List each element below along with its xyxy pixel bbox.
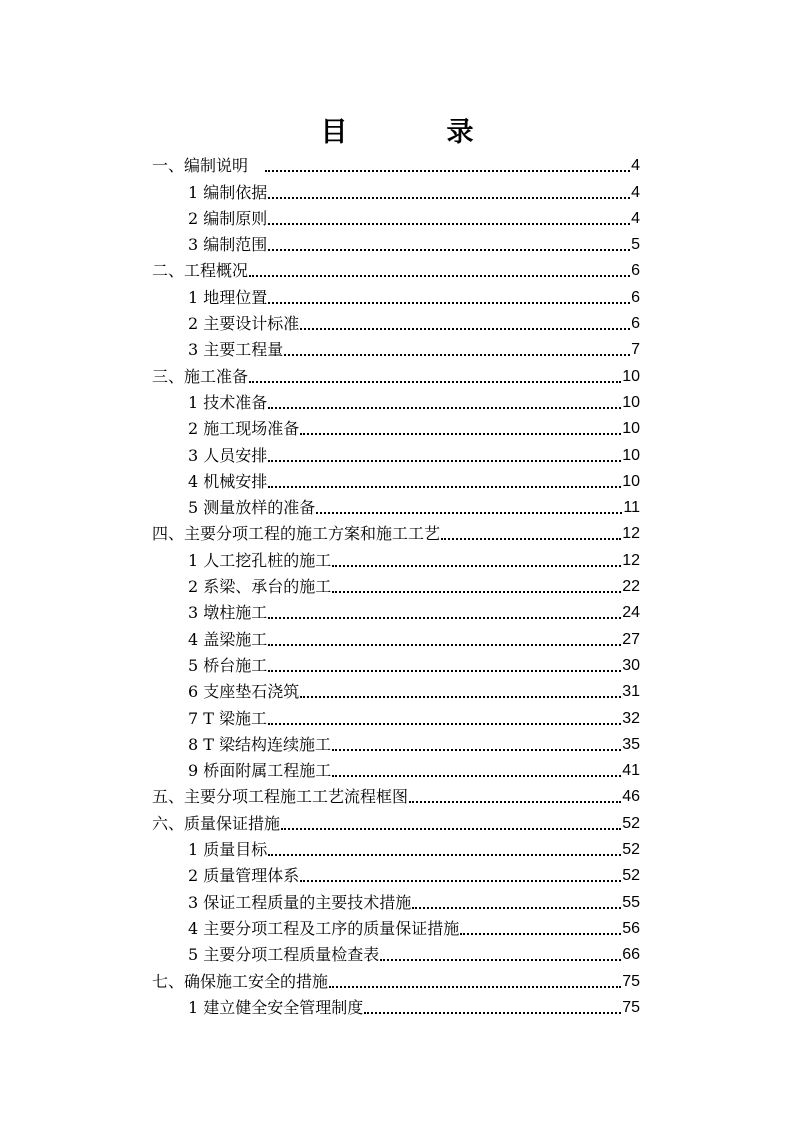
toc-entry[interactable] xyxy=(152,965,640,991)
dot-leader xyxy=(441,538,621,540)
toc-entry-page-number: 56 xyxy=(622,919,640,937)
toc-entry-page-number: 75 xyxy=(622,972,640,990)
dot-leader xyxy=(268,460,621,462)
toc-entry-label: 9 桥面附属工程施工 xyxy=(188,761,332,781)
dot-leader xyxy=(268,486,621,488)
toc-entry[interactable] xyxy=(152,834,640,860)
toc-entry-label: 5 测量放样的准备 xyxy=(188,498,316,518)
toc-entry-page-number: 4 xyxy=(631,209,640,227)
toc-entry[interactable] xyxy=(152,229,640,255)
dot-leader xyxy=(268,302,630,304)
toc-entry[interactable] xyxy=(152,597,640,623)
toc-entry-page-number: 6 xyxy=(631,262,640,280)
dot-leader xyxy=(409,801,621,803)
toc-entry-label: 3 主要工程量 xyxy=(188,340,284,360)
toc-entry-label: 2 系梁、承台的施工 xyxy=(188,577,332,597)
toc-entry[interactable] xyxy=(152,439,640,465)
toc-entry-label: 一、编制说明 xyxy=(152,156,265,176)
toc-entry-label: 8 T 梁结构连续施工 xyxy=(188,734,332,754)
toc-entry[interactable] xyxy=(152,492,640,518)
toc-entry[interactable] xyxy=(152,518,640,544)
toc-entry-label: 四、主要分项工程的施工方案和施工工艺 xyxy=(152,524,441,544)
toc-entry-page-number: 46 xyxy=(622,788,640,806)
dot-leader xyxy=(412,907,621,909)
dot-leader xyxy=(460,933,621,935)
toc-entry[interactable] xyxy=(152,860,640,886)
toc-entry-label: 6 支座垫石浇筑 xyxy=(188,682,300,702)
dot-leader xyxy=(265,170,630,172)
toc-entry-label: 1 建立健全安全管理制度 xyxy=(188,997,364,1017)
toc-entry[interactable] xyxy=(152,729,640,755)
toc-entry[interactable] xyxy=(152,176,640,202)
toc-entry-page-number: 5 xyxy=(631,236,640,254)
toc-entry[interactable] xyxy=(152,387,640,413)
toc-entry-page-number: 6 xyxy=(631,315,640,333)
toc-entry-page-number: 75 xyxy=(622,998,640,1016)
toc-entry[interactable] xyxy=(152,676,640,702)
toc-entry-page-number: 30 xyxy=(622,656,640,674)
toc-entry-label: 二、工程概况 xyxy=(152,261,249,281)
toc-entry-label: 5 桥台施工 xyxy=(188,655,268,675)
toc-entry-page-number: 52 xyxy=(622,814,640,832)
toc-entry-label: 3 编制范围 xyxy=(188,235,268,255)
toc-entry-label: 2 编制原则 xyxy=(188,208,268,228)
toc-entry[interactable] xyxy=(152,203,640,229)
toc-entry-label: 3 保证工程质量的主要技术措施 xyxy=(188,892,412,912)
toc-entry[interactable] xyxy=(152,466,640,492)
dot-leader xyxy=(332,591,621,593)
toc-entry-page-number: 4 xyxy=(631,183,640,201)
toc-entry-label: 3 人员安排 xyxy=(188,445,268,465)
toc-entry[interactable] xyxy=(152,255,640,281)
dot-leader xyxy=(332,749,621,751)
dot-leader xyxy=(268,670,621,672)
toc-entry-label: 2 主要设计标准 xyxy=(188,314,300,334)
dot-leader xyxy=(268,223,630,225)
toc-entry-label: 5 主要分项工程质量检查表 xyxy=(188,945,380,965)
toc-entry-label: 1 编制依据 xyxy=(188,182,268,202)
dot-leader xyxy=(284,354,630,356)
table-of-contents xyxy=(152,150,640,1018)
toc-entry[interactable] xyxy=(152,992,640,1018)
dot-leader xyxy=(249,275,630,277)
toc-entry-page-number: 52 xyxy=(622,867,640,885)
toc-entry-label: 2 质量管理体系 xyxy=(188,866,300,886)
toc-entry[interactable] xyxy=(152,281,640,307)
toc-entry-label: 4 机械安排 xyxy=(188,471,268,491)
toc-entry-page-number: 35 xyxy=(622,735,640,753)
toc-title: 目 录 xyxy=(320,117,510,148)
toc-entry[interactable] xyxy=(152,939,640,965)
toc-entry[interactable] xyxy=(152,360,640,386)
toc-entry-page-number: 32 xyxy=(622,709,640,727)
toc-entry-page-number: 24 xyxy=(622,604,640,622)
toc-entry-label: 1 技术准备 xyxy=(188,392,268,412)
toc-entry[interactable] xyxy=(152,623,640,649)
toc-entry-page-number: 12 xyxy=(622,551,640,569)
toc-entry[interactable] xyxy=(152,807,640,833)
toc-entry-page-number: 10 xyxy=(622,446,640,464)
toc-entry-label: 1 地理位置 xyxy=(188,287,268,307)
dot-leader xyxy=(268,249,630,251)
dot-leader xyxy=(316,512,622,514)
toc-entry-page-number: 31 xyxy=(622,683,640,701)
dot-leader xyxy=(268,407,621,409)
toc-entry-page-number: 22 xyxy=(622,578,640,596)
toc-entry-page-number: 66 xyxy=(622,946,640,964)
toc-entry-page-number: 41 xyxy=(622,762,640,780)
toc-entry-page-number: 10 xyxy=(622,393,640,411)
dot-leader xyxy=(380,959,621,961)
dot-leader xyxy=(268,723,621,725)
toc-entry-page-number: 55 xyxy=(622,893,640,911)
toc-entry-page-number: 11 xyxy=(623,499,640,517)
toc-entry[interactable] xyxy=(152,413,640,439)
dot-leader xyxy=(300,433,621,435)
toc-entry-page-number: 6 xyxy=(631,288,640,306)
dot-leader xyxy=(300,696,621,698)
dot-leader xyxy=(364,1012,621,1014)
toc-entry-label: 五、主要分项工程施工工艺流程框图 xyxy=(152,787,409,807)
toc-entry[interactable] xyxy=(152,886,640,912)
toc-entry-label: 三、施工准备 xyxy=(152,366,249,386)
dot-leader xyxy=(300,328,630,330)
toc-entry[interactable] xyxy=(152,650,640,676)
dot-leader xyxy=(332,775,621,777)
toc-entry-page-number: 12 xyxy=(622,525,640,543)
dot-leader xyxy=(249,381,621,383)
toc-entry[interactable] xyxy=(152,334,640,360)
toc-entry-page-number: 4 xyxy=(631,157,640,175)
toc-entry-label: 2 施工现场准备 xyxy=(188,419,300,439)
toc-entry-label: 4 主要分项工程及工序的质量保证措施 xyxy=(188,918,460,938)
toc-entry[interactable] xyxy=(152,913,640,939)
toc-entry-label: 7 T 梁施工 xyxy=(188,708,268,728)
toc-entry-page-number: 52 xyxy=(622,841,640,859)
toc-entry[interactable] xyxy=(152,781,640,807)
dot-leader xyxy=(268,854,621,856)
toc-entry-label: 1 质量目标 xyxy=(188,840,268,860)
toc-entry-page-number: 10 xyxy=(622,367,640,385)
toc-entry-label: 七、确保施工安全的措施 xyxy=(152,971,329,991)
toc-entry-label: 六、质量保证措施 xyxy=(152,813,281,833)
toc-entry[interactable] xyxy=(152,571,640,597)
toc-entry-page-number: 10 xyxy=(622,472,640,490)
toc-entry-label: 3 墩柱施工 xyxy=(188,603,268,623)
dot-leader xyxy=(281,828,621,830)
toc-entry-page-number: 27 xyxy=(622,630,640,648)
dot-leader xyxy=(300,880,621,882)
toc-entry-label: 1 人工挖孔桩的施工 xyxy=(188,550,332,570)
toc-entry[interactable] xyxy=(152,755,640,781)
toc-entry-page-number: 10 xyxy=(622,420,640,438)
toc-entry-label: 4 盖梁施工 xyxy=(188,629,268,649)
dot-leader xyxy=(329,986,621,988)
toc-entry[interactable] xyxy=(152,308,640,334)
toc-entry[interactable] xyxy=(152,544,640,570)
toc-entry[interactable] xyxy=(152,702,640,728)
dot-leader xyxy=(268,617,621,619)
toc-entry-page-number: 7 xyxy=(631,341,640,359)
dot-leader xyxy=(332,565,621,567)
dot-leader xyxy=(268,197,630,199)
dot-leader xyxy=(268,644,621,646)
toc-entry[interactable] xyxy=(152,150,640,176)
